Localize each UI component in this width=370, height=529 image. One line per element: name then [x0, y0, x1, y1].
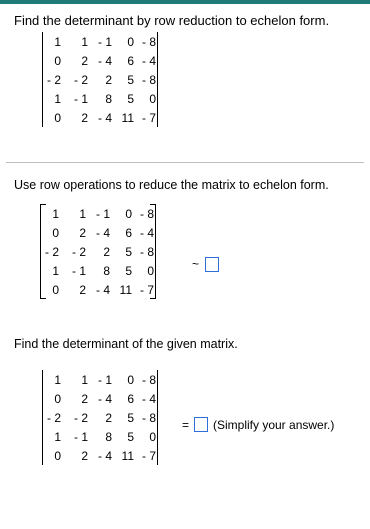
- matrix-cell: 2: [105, 410, 112, 425]
- matrix-cell: 0: [52, 282, 59, 297]
- matrix-cell: 1: [81, 372, 88, 387]
- determinant-answer-box[interactable]: [194, 417, 208, 432]
- matrix-cell: 6: [125, 225, 132, 240]
- matrix-cell: - 8: [139, 244, 154, 259]
- matrix-cell: 0: [127, 34, 134, 49]
- part2-instruction: Find the determinant of the given matrix.: [14, 337, 238, 351]
- matrix-cell: - 8: [141, 410, 156, 425]
- matrix-row: [42, 446, 158, 465]
- matrix-cell: 11: [121, 110, 134, 125]
- matrix-cell: - 7: [141, 110, 156, 125]
- matrix-cell: 5: [125, 244, 132, 259]
- matrix-cell: 5: [127, 72, 134, 87]
- matrix-row: [40, 223, 156, 242]
- matrix-row: [40, 242, 156, 261]
- matrix-row: [42, 408, 158, 427]
- row-equivalent-symbol: ~: [192, 257, 200, 271]
- matrix-cell: 0: [147, 263, 154, 278]
- matrix-cell: - 8: [141, 34, 156, 49]
- matrix-cell: 2: [81, 448, 88, 463]
- matrix-cell: 2: [81, 391, 88, 406]
- matrix-row: [42, 89, 158, 108]
- matrix-cell: 0: [54, 110, 61, 125]
- matrix-cell: - 4: [97, 391, 112, 406]
- matrix-cell: 1: [54, 372, 61, 387]
- matrix-row: [42, 370, 158, 389]
- part1-instruction: Use row operations to reduce the matrix to echelon form.: [14, 178, 329, 192]
- determinant-matrix-1: [42, 32, 158, 127]
- bracket-right: [150, 204, 156, 299]
- matrix-cell: 1: [54, 91, 61, 106]
- matrix-cell: - 2: [73, 72, 88, 87]
- matrix-cell: 1: [81, 34, 88, 49]
- matrix-cell: - 1: [97, 34, 112, 49]
- bracket-matrix: [40, 204, 156, 299]
- matrix-cell: 6: [127, 391, 134, 406]
- matrix-cell: 1: [52, 263, 59, 278]
- matrix-cell: - 4: [95, 225, 110, 240]
- matrix-cell: 0: [52, 225, 59, 240]
- bracket-left: [40, 204, 46, 299]
- matrix-cell: 0: [54, 391, 61, 406]
- matrix-cell: - 1: [95, 206, 110, 221]
- matrix-cell: - 4: [139, 225, 154, 240]
- matrix-table: [42, 32, 158, 127]
- matrix-cell: 2: [81, 110, 88, 125]
- matrix-row: [42, 108, 158, 127]
- matrix-cell: 6: [127, 53, 134, 68]
- determinant-bar-left: [42, 370, 43, 465]
- matrix-cell: 11: [119, 282, 132, 297]
- matrix-cell: - 4: [97, 53, 112, 68]
- matrix-row: [42, 51, 158, 70]
- determinant-bar-right: [157, 370, 158, 465]
- matrix-cell: 5: [127, 429, 134, 444]
- matrix-table: [40, 204, 156, 299]
- matrix-row: [42, 389, 158, 408]
- matrix-cell: 1: [54, 429, 61, 444]
- matrix-cell: - 4: [95, 282, 110, 297]
- echelon-form-answer-box[interactable]: [205, 257, 219, 272]
- question-title: Find the determinant by row reduction to echelon form.: [14, 13, 330, 28]
- matrix-cell: 0: [149, 429, 156, 444]
- determinant-bar-right: [157, 32, 158, 127]
- matrix-cell: 2: [105, 72, 112, 87]
- matrix-cell: - 1: [73, 429, 88, 444]
- matrix-cell: 5: [125, 263, 132, 278]
- matrix-cell: - 4: [97, 448, 112, 463]
- matrix-cell: 0: [149, 91, 156, 106]
- top-accent-bar: [0, 0, 370, 4]
- matrix-cell: 1: [79, 206, 86, 221]
- matrix-cell: 5: [127, 410, 134, 425]
- matrix-cell: - 1: [71, 263, 86, 278]
- matrix-cell: - 2: [73, 410, 88, 425]
- matrix-cell: 8: [103, 263, 110, 278]
- matrix-cell: - 4: [141, 391, 156, 406]
- matrix-cell: 8: [105, 91, 112, 106]
- matrix-cell: 0: [54, 53, 61, 68]
- matrix-row: [42, 70, 158, 89]
- matrix-cell: 2: [79, 282, 86, 297]
- matrix-cell: 0: [54, 448, 61, 463]
- matrix-table: [42, 370, 158, 465]
- matrix-cell: 5: [127, 91, 134, 106]
- matrix-cell: - 1: [97, 372, 112, 387]
- matrix-cell: - 7: [139, 282, 154, 297]
- determinant-bar-left: [42, 32, 43, 127]
- matrix-cell: - 2: [71, 244, 86, 259]
- matrix-cell: - 2: [46, 410, 61, 425]
- matrix-cell: 0: [125, 206, 132, 221]
- matrix-cell: - 4: [97, 110, 112, 125]
- simplify-hint: (Simplify your answer.): [213, 418, 335, 432]
- matrix-cell: - 2: [44, 244, 59, 259]
- matrix-cell: - 2: [46, 72, 61, 87]
- matrix-row: [40, 204, 156, 223]
- matrix-cell: 11: [121, 448, 134, 463]
- matrix-cell: 2: [79, 225, 86, 240]
- matrix-cell: 2: [103, 244, 110, 259]
- matrix-cell: - 8: [141, 372, 156, 387]
- matrix-cell: - 8: [139, 206, 154, 221]
- matrix-cell: - 7: [141, 448, 156, 463]
- matrix-cell: 1: [52, 206, 59, 221]
- matrix-row: [40, 280, 156, 299]
- matrix-cell: 8: [105, 429, 112, 444]
- matrix-row: [42, 32, 158, 51]
- matrix-cell: - 1: [73, 91, 88, 106]
- matrix-cell: 1: [54, 34, 61, 49]
- matrix-cell: - 8: [141, 72, 156, 87]
- section-divider: [6, 162, 364, 163]
- determinant-matrix-2: [42, 370, 158, 465]
- matrix-cell: 2: [81, 53, 88, 68]
- equals-sign: =: [182, 418, 190, 432]
- matrix-cell: 0: [127, 372, 134, 387]
- matrix-row: [40, 261, 156, 280]
- matrix-cell: - 4: [141, 53, 156, 68]
- matrix-row: [42, 427, 158, 446]
